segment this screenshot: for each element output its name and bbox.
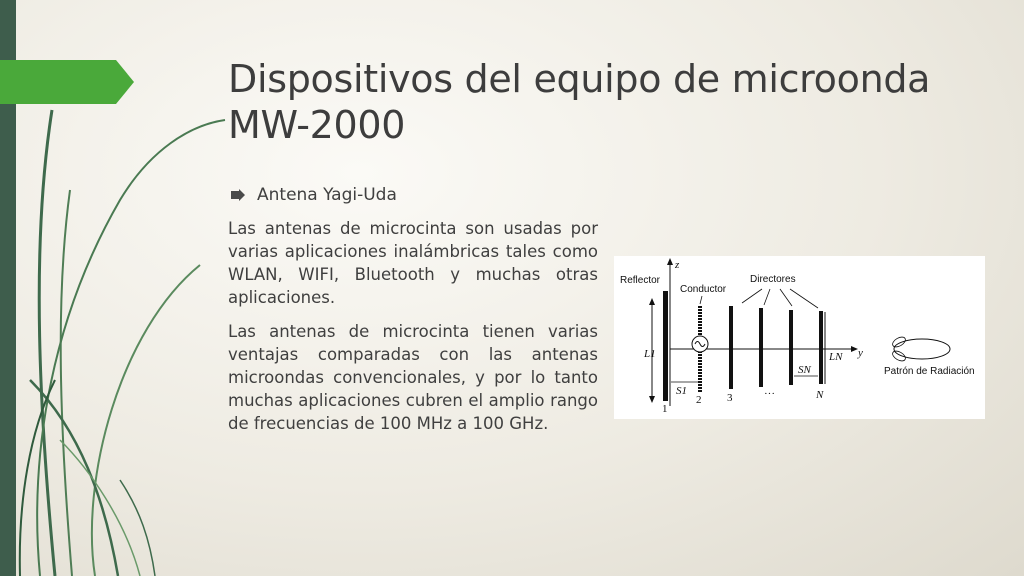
directores-label: Directores — [750, 274, 796, 285]
conductor-label: Conductor — [680, 284, 727, 295]
ln-label: LN — [829, 351, 843, 363]
axis-y-label: y — [858, 347, 863, 359]
s1-label: S1 — [676, 385, 687, 397]
arrow-bullet-icon — [231, 189, 245, 201]
element-number-n: N — [816, 389, 824, 401]
director-element-1 — [729, 306, 733, 389]
slide-title: Dispositivos del equipo de microonda MW-2000 — [228, 57, 931, 147]
element-number-3: 3 — [727, 392, 733, 404]
y-axis-arrow — [851, 346, 858, 352]
director-element-n — [819, 311, 823, 384]
conductor-pointer — [700, 296, 702, 304]
element-dots: ··· — [764, 388, 775, 400]
l1-arrow-bottom — [649, 396, 655, 403]
l1-arrow-top — [649, 298, 655, 305]
paragraph-2: Las antenas de microcinta tienen varias ventajas comparadas con las antenas microondas convencionales, y por lo tanto muchas aplicaciones cubren el amplio rango de frecuencias de 100 MHz a 100 GHz. — [228, 322, 598, 433]
element-number-2: 2 — [696, 394, 702, 406]
paragraph-1: Las antenas de microcinta son usadas por varias aplicaciones inalámbricas tales como WLAN, WIFI, Bluetooth y muchas otras aplicaciones. — [228, 219, 598, 307]
patron-label: Patrón de Radiación — [884, 366, 975, 377]
title-arrow-icon — [0, 60, 140, 104]
reflector-label: Reflector — [620, 275, 661, 286]
bullet-text: Antena Yagi-Uda — [257, 185, 397, 205]
sn-label: SN — [798, 364, 811, 376]
z-axis-arrow — [667, 258, 673, 265]
bullet-item — [231, 183, 397, 207]
director-element-3 — [789, 310, 793, 385]
radiation-pattern-icon — [891, 335, 950, 363]
l1-label: L1 — [644, 348, 656, 360]
yagi-uda-figure — [614, 256, 985, 419]
reflector-element — [663, 291, 668, 401]
director-pointer-1 — [742, 289, 762, 303]
director-pointer-2 — [764, 289, 770, 305]
director-pointer-3 — [780, 289, 792, 306]
director-element-2 — [759, 308, 763, 387]
yagi-uda-diagram — [614, 256, 985, 419]
element-number-1: 1 — [662, 403, 668, 415]
director-pointer-4 — [790, 289, 818, 308]
axis-z-label: z — [675, 259, 680, 271]
